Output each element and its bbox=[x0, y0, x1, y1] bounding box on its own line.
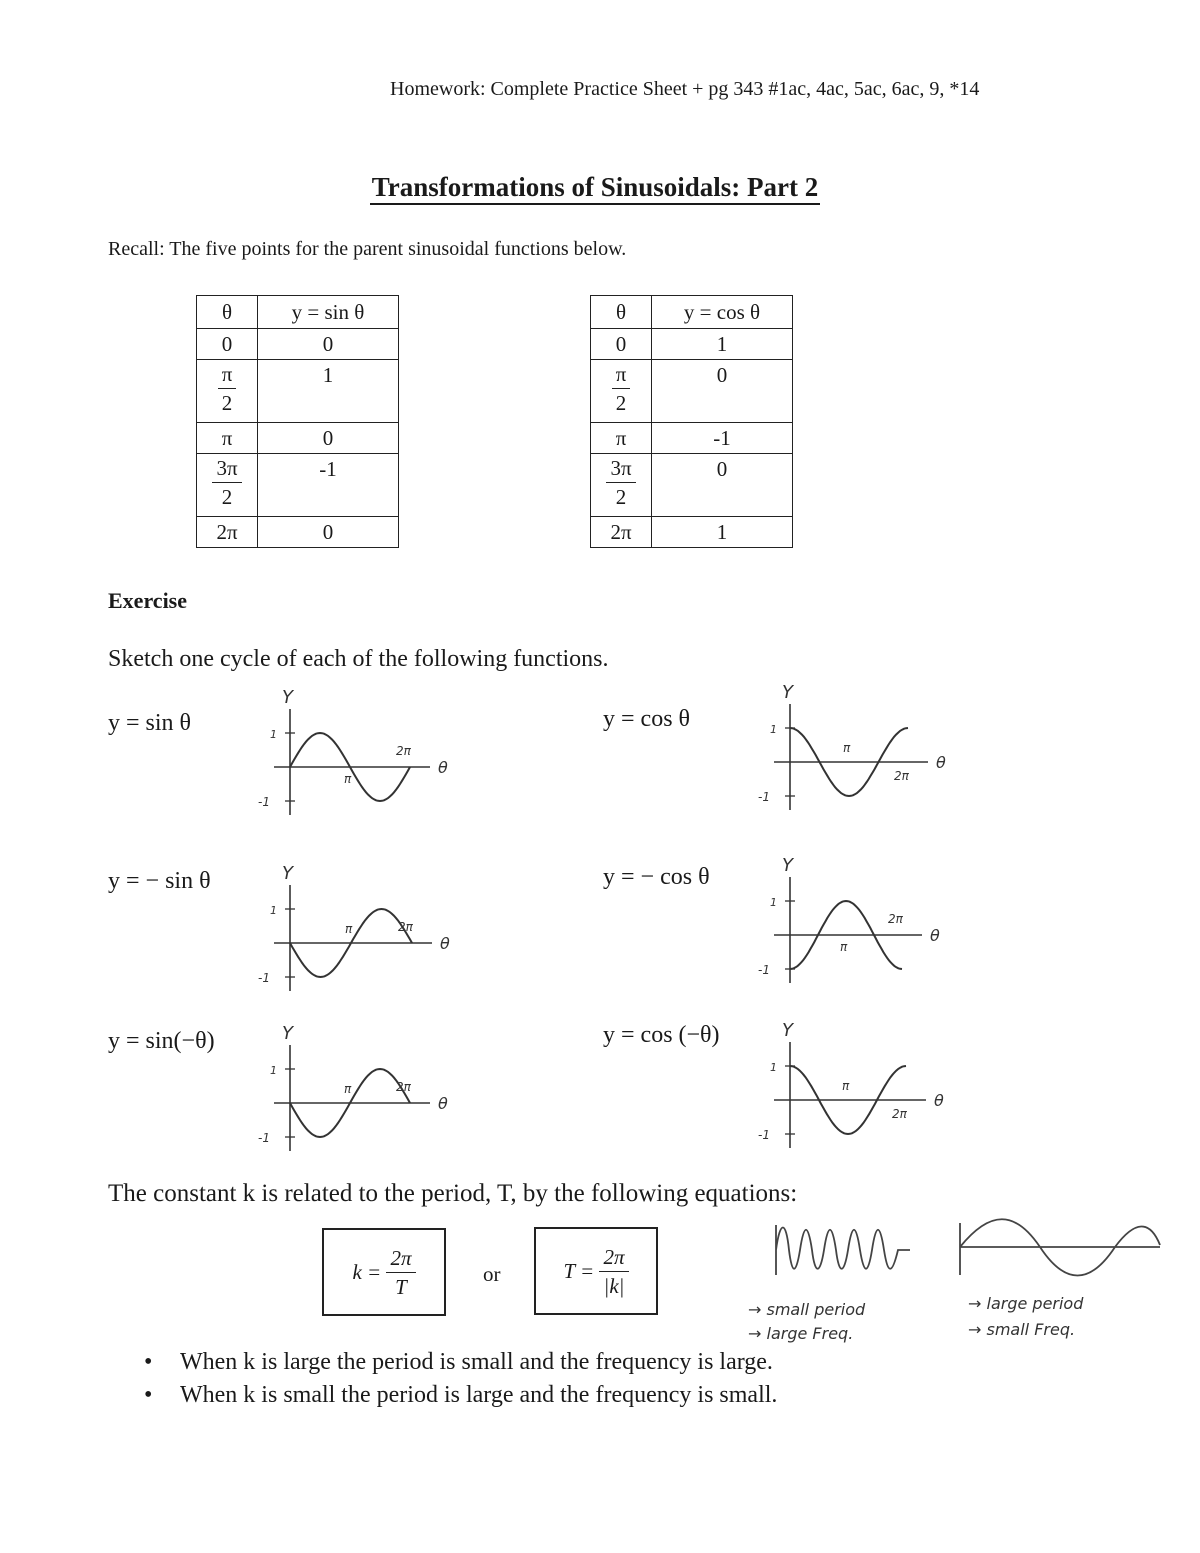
cosine-table bbox=[590, 295, 793, 548]
label-neg-one: -1 bbox=[758, 963, 770, 977]
theta-axis-label: θ bbox=[934, 1091, 944, 1110]
table-cell: -1 bbox=[652, 423, 793, 454]
sketch-neg-sin bbox=[250, 863, 512, 1023]
y-axis-label: Y bbox=[282, 687, 293, 708]
table-cell: $\frac{\pi}{2}$ bbox=[591, 360, 652, 423]
label-pi: π bbox=[840, 940, 848, 954]
table-cell: 2π bbox=[591, 517, 652, 548]
table-header: θ bbox=[197, 296, 258, 329]
function-label: y = cos θ bbox=[603, 706, 691, 732]
wave-notes bbox=[740, 1215, 1170, 1365]
table-cell: $\frac{3\pi}{2}$ bbox=[591, 454, 652, 517]
theta-axis-label: θ bbox=[936, 753, 946, 772]
table-cell: 0 bbox=[258, 423, 399, 454]
table-cell: π bbox=[591, 423, 652, 454]
theta-axis-label: θ bbox=[438, 758, 448, 777]
exercise-instruction: Sketch one cycle of each of the following functions. bbox=[108, 646, 609, 672]
label-pi: π bbox=[345, 922, 353, 936]
label-neg-one: -1 bbox=[258, 971, 270, 985]
table-cell: 0 bbox=[258, 329, 399, 360]
list-item: • When k is large the period is small and the frequency is large. bbox=[140, 1346, 777, 1379]
note-small-freq: → small Freq. bbox=[968, 1320, 1076, 1339]
label-neg-one: -1 bbox=[258, 795, 270, 809]
table-cell: 0 bbox=[591, 329, 652, 360]
equation-numerator: 2π bbox=[599, 1243, 628, 1272]
sketch-cos bbox=[750, 682, 1008, 842]
y-axis-label: Y bbox=[782, 1020, 793, 1041]
y-axis-label: Y bbox=[282, 1023, 293, 1044]
label-neg-one: -1 bbox=[758, 790, 770, 804]
label-neg-one: -1 bbox=[758, 1128, 770, 1142]
y-axis-label: Y bbox=[282, 863, 293, 884]
high-frequency-wave-icon bbox=[776, 1225, 910, 1275]
note-large-period: → large period bbox=[968, 1294, 1084, 1313]
equation-lhs: k = bbox=[352, 1259, 382, 1284]
sketch-neg-cos bbox=[750, 855, 1002, 1015]
label-pi: π bbox=[344, 772, 352, 786]
table-cell: π bbox=[197, 423, 258, 454]
table-cell: $\frac{3\pi}{2}$ bbox=[197, 454, 258, 517]
table-cell: 1 bbox=[652, 517, 793, 548]
function-label: y = cos (−θ) bbox=[603, 1022, 720, 1048]
equation-box-k bbox=[322, 1228, 446, 1316]
y-axis-label: Y bbox=[782, 682, 793, 703]
table-cell: 2π bbox=[197, 517, 258, 548]
sketch-cos-neg-theta bbox=[750, 1020, 1006, 1180]
label-two-pi: 2π bbox=[888, 912, 903, 926]
function-label: y = − cos θ bbox=[603, 864, 710, 890]
table-cell: 0 bbox=[652, 360, 793, 423]
label-two-pi: 2π bbox=[396, 1080, 411, 1094]
equation-numerator: 2π bbox=[386, 1244, 415, 1273]
table-header: θ bbox=[591, 296, 652, 329]
theta-axis-label: θ bbox=[440, 934, 450, 953]
label-pi: π bbox=[842, 1079, 850, 1093]
period-text: The constant k is related to the period, T, by the following equations: bbox=[108, 1180, 798, 1207]
function-label: y = − sin θ bbox=[108, 868, 211, 894]
table-header: y = cos θ bbox=[652, 296, 793, 329]
label-neg-one: -1 bbox=[258, 1131, 270, 1145]
table-header: y = sin θ bbox=[258, 296, 399, 329]
list-item: • When k is small the period is large and the frequency is small. bbox=[140, 1379, 777, 1412]
page-title: Transformations of Sinusoidals: Part 2 bbox=[0, 172, 1190, 203]
theta-axis-label: θ bbox=[438, 1094, 448, 1113]
exercise-heading: Exercise bbox=[108, 588, 188, 613]
sketch-sin-neg-theta bbox=[250, 1023, 510, 1183]
theta-axis-label: θ bbox=[930, 926, 940, 945]
label-one: 1 bbox=[770, 1061, 777, 1074]
table-cell: $\frac{\pi}{2}$ bbox=[197, 360, 258, 423]
label-two-pi: 2π bbox=[892, 1107, 907, 1121]
table-cell: 0 bbox=[197, 329, 258, 360]
equation-denominator: |k| bbox=[603, 1273, 625, 1298]
or-text: or bbox=[483, 1262, 501, 1286]
label-one: 1 bbox=[770, 723, 777, 736]
label-two-pi: 2π bbox=[396, 744, 411, 758]
note-large-freq: → large Freq. bbox=[748, 1324, 854, 1343]
recall-text: Recall: The five points for the parent sinusoidal functions below. bbox=[108, 238, 627, 260]
low-frequency-wave-icon bbox=[960, 1219, 1160, 1275]
note-small-period: → small period bbox=[748, 1300, 866, 1319]
label-one: 1 bbox=[770, 896, 777, 909]
y-axis-label: Y bbox=[782, 855, 793, 876]
table-cell: 0 bbox=[652, 454, 793, 517]
sine-table bbox=[196, 295, 399, 548]
sketch-sin bbox=[250, 687, 510, 847]
table-cell: -1 bbox=[258, 454, 399, 517]
function-label: y = sin θ bbox=[108, 710, 192, 736]
homework-note: Homework: Complete Practice Sheet + pg 343 #1ac, 4ac, 5ac, 6ac, 9, *14 bbox=[390, 78, 980, 100]
table-cell: 0 bbox=[258, 517, 399, 548]
table-cell: 1 bbox=[652, 329, 793, 360]
function-label: y = sin(−θ) bbox=[108, 1028, 215, 1054]
label-pi: π bbox=[843, 741, 851, 755]
label-one: 1 bbox=[270, 1064, 277, 1077]
label-two-pi: 2π bbox=[398, 920, 413, 934]
label-pi: π bbox=[344, 1082, 352, 1096]
equation-box-t bbox=[534, 1227, 658, 1315]
table-cell: 1 bbox=[258, 360, 399, 423]
equation-denominator: T bbox=[395, 1274, 407, 1299]
equation-lhs: T = bbox=[563, 1258, 595, 1283]
bullet-list bbox=[140, 1346, 777, 1412]
label-two-pi: 2π bbox=[894, 769, 909, 783]
label-one: 1 bbox=[270, 904, 277, 917]
label-one: 1 bbox=[270, 728, 277, 741]
